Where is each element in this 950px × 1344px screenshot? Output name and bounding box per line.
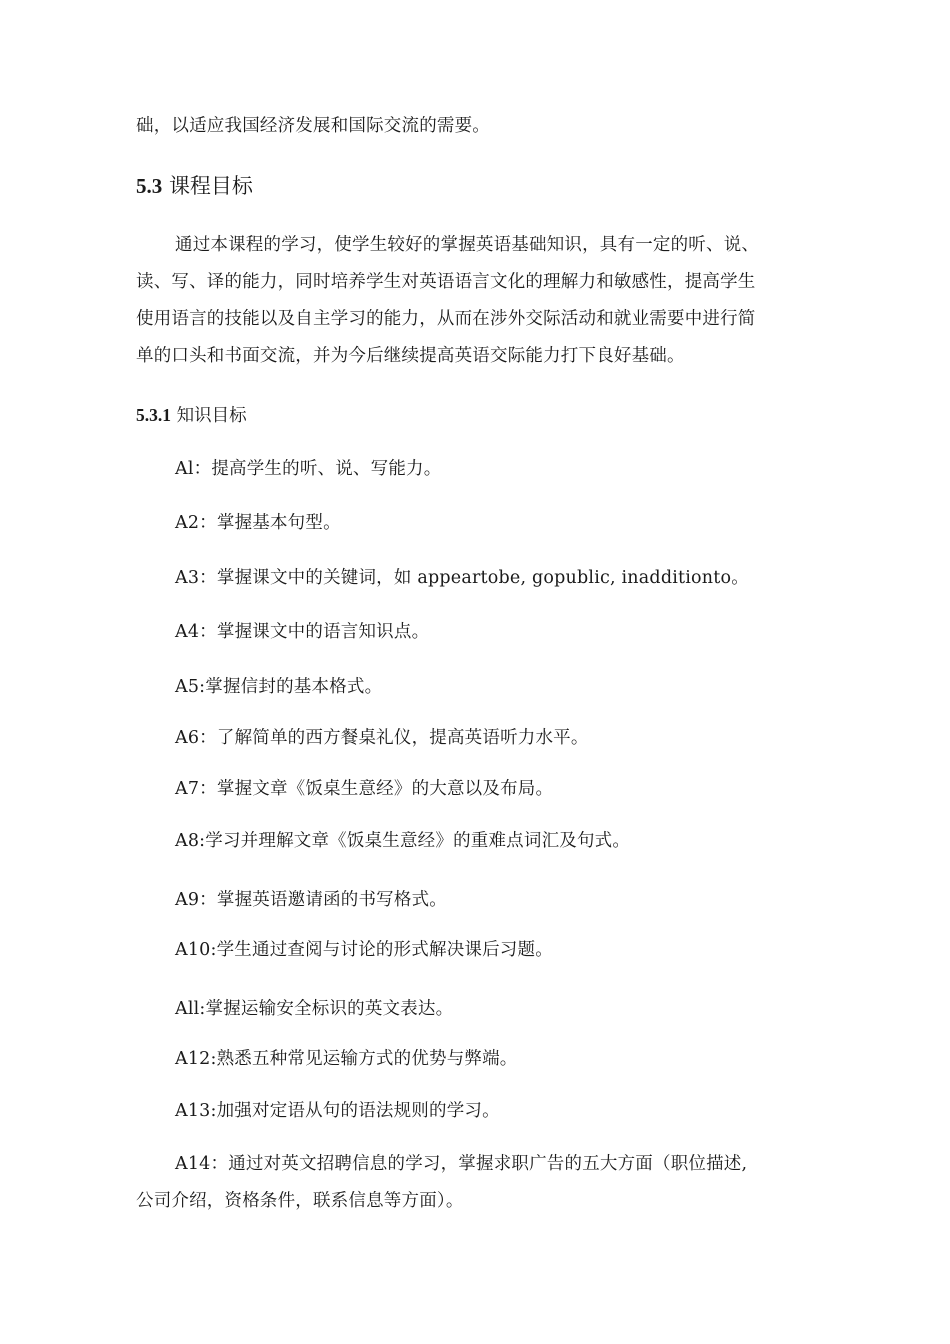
- objective-item: A7：掌握文章《饭桌生意经》的大意以及布局。: [175, 779, 554, 799]
- objective-item: A6：了解简单的西方餐桌礼仪，提高英语听力水平。: [175, 728, 589, 748]
- section-heading: [136, 171, 253, 201]
- objective-item: Al：提高学生的听、说、写能力。: [175, 459, 442, 479]
- section-title: 课程目标: [168, 174, 253, 198]
- paragraph-line: 单的口头和书面交流，并为今后继续提高英语交际能力打下良好基础。: [136, 346, 685, 366]
- objective-item: A14：通过对英文招聘信息的学习，掌握求职广告的五大方面（职位描述,: [175, 1154, 748, 1174]
- objective-item: A4：掌握课文中的语言知识点。: [175, 622, 430, 642]
- objective-item: A3：掌握课文中的关键词，如 appeartobe, gopublic, inadditionto。: [175, 568, 749, 588]
- subsection-heading: [136, 402, 247, 429]
- objective-item: A12:熟悉五种常见运输方式的优势与弊端。: [175, 1049, 518, 1069]
- section-number: 5.3: [136, 174, 163, 198]
- paragraph-line: 使用语言的技能以及自主学习的能力，从而在涉外交际活动和就业需要中进行简: [136, 309, 756, 329]
- intro-tail-line: 础，以适应我国经济发展和国际交流的需要。: [136, 116, 490, 136]
- objective-item: A10:学生通过查阅与讨论的形式解决课后习题。: [175, 940, 553, 960]
- objective-item-continuation: 公司介绍，资格条件，联系信息等方面）。: [136, 1191, 464, 1211]
- objective-item: A8:学习并理解文章《饭桌生意经》的重难点词汇及句式。: [175, 831, 631, 851]
- objective-item: A5:掌握信封的基本格式。: [175, 677, 383, 697]
- paragraph-line: 读、写、译的能力，同时培养学生对英语语言文化的理解力和敏感性，提高学生: [136, 272, 756, 292]
- objective-item: A2：掌握基本句型。: [175, 513, 341, 533]
- objective-item: All:掌握运输安全标识的英文表达。: [175, 999, 454, 1019]
- paragraph-line: 通过本课程的学习，使学生较好的掌握英语基础知识，具有一定的听、说、: [175, 235, 760, 255]
- subsection-number: 5.3.1: [136, 405, 171, 425]
- subsection-title: 知识目标: [176, 406, 247, 426]
- objective-item: A13:加强对定语从句的语法规则的学习。: [175, 1101, 500, 1121]
- objective-item: A9：掌握英语邀请函的书写格式。: [175, 890, 447, 910]
